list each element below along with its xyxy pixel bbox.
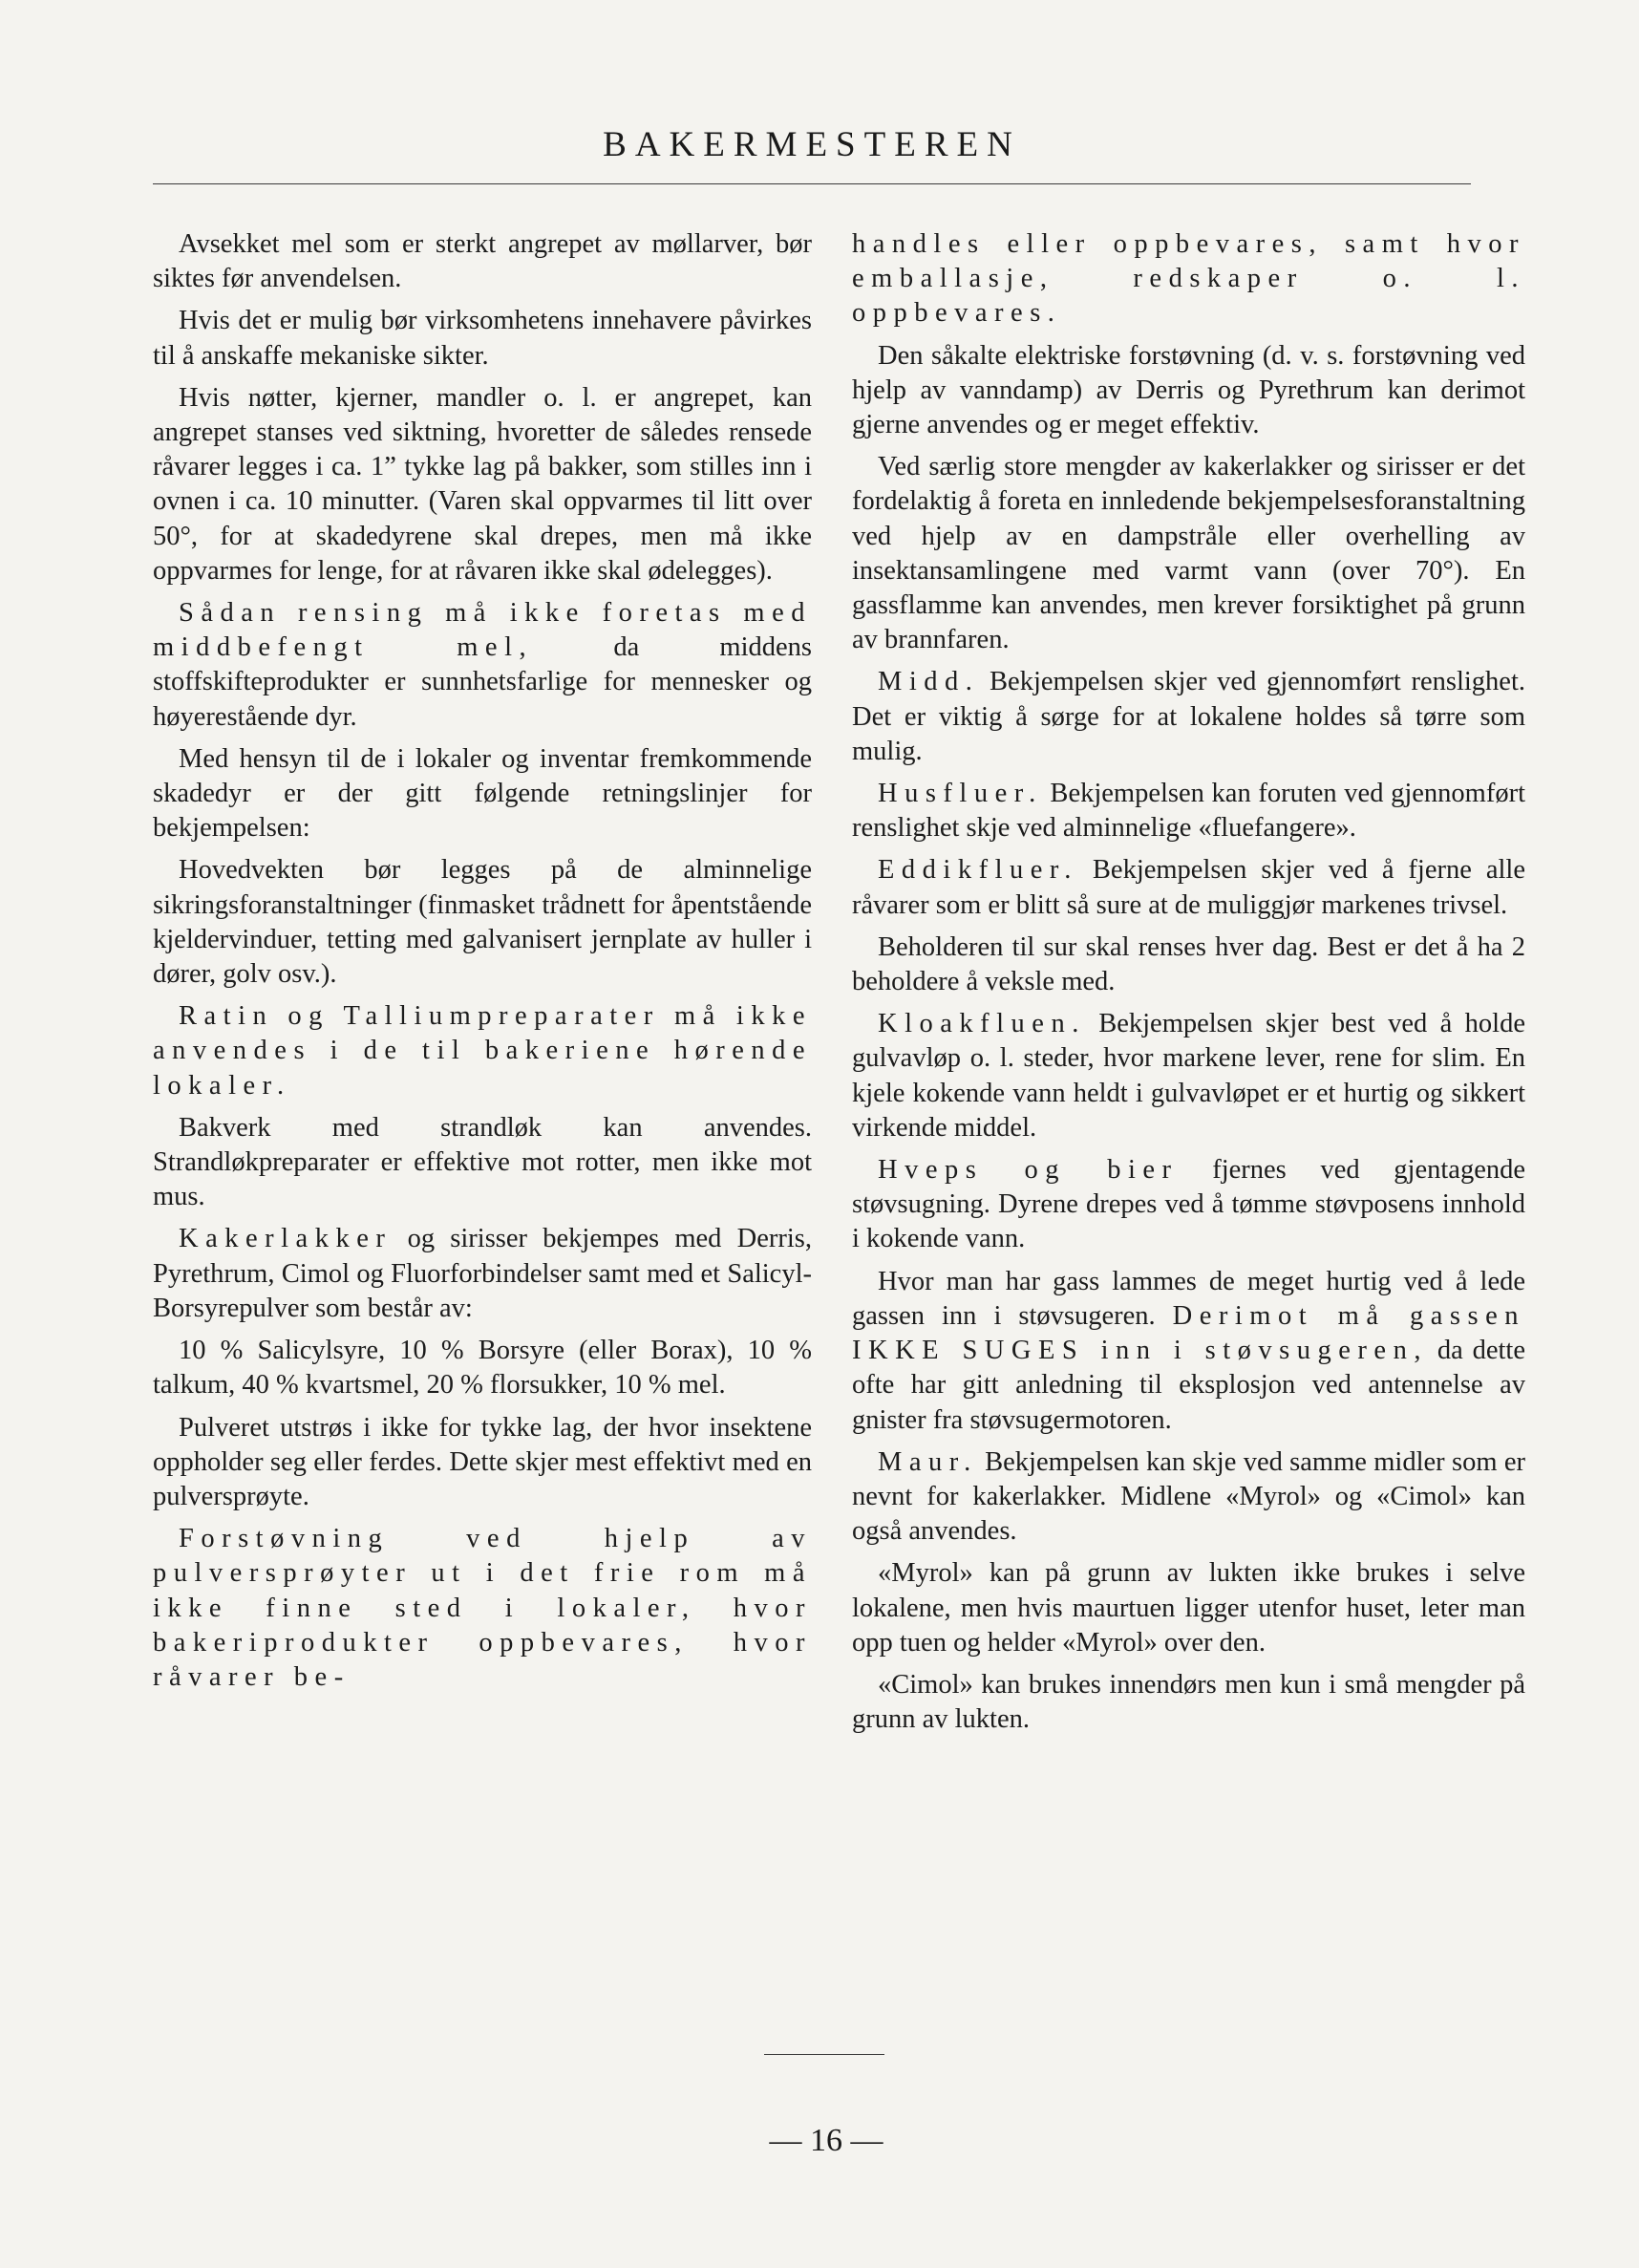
paragraph: Eddikfluer. Bekjempelsen skjer ved å fjerne alle råvarer som er blitt så sure at de muliggjør markenes trivsel. bbox=[852, 855, 1525, 920]
paragraph: Beholderen til sur skal renses hver dag. Best er det å ha 2 beholdere å veksle med. bbox=[852, 931, 1525, 997]
right-column bbox=[852, 227, 1525, 1744]
paragraph: Sådan rensing må ikke foretas med middbefengt mel, da middens stoffskifteprodukter er sunnhetsfarlige for mennesker og høyerestående dyr. bbox=[153, 598, 812, 732]
paragraph: Hvor man har gass lammes de meget hurtig ved å lede gassen inn i støvsugeren. Derimot må gassen IKKE SUGES inn i støvsugeren, da dette ofte har gitt anledning til eksplosjon ved antennelse av gnister fra støvsugermotoren. bbox=[852, 1266, 1525, 1435]
paragraph: «Cimol» kan brukes innendørs men kun i små mengder på grunn av lukten. bbox=[852, 1669, 1525, 1735]
paragraph: 10 % Salicylsyre, 10 % Borsyre (eller Borax), 10 % talkum, 40 % kvartsmel, 20 % florsukker, 10 % mel. bbox=[153, 1336, 812, 1401]
paragraph: Maur. Bekjempelsen kan skje ved samme midler som er nevnt for kakerlakker. Midlene «Myrol» og «Cimol» kan også anvendes. bbox=[852, 1446, 1525, 1547]
paragraph: Ratin og Talliumpreparater må ikke anvendes i de til bakeriene hørende lokaler. bbox=[153, 1001, 812, 1101]
running-header: BAKERMESTEREN bbox=[603, 125, 1021, 164]
paragraph: Ved særlig store mengder av kakerlakker og sirisser er det fordelaktig å foreta en innledende bekjempelsesforanstaltning ved hjelp av en dampstråle eller overhelling av insektansamlingene med varmt vann (over 70°). En gassflamme kan anvendes, men krever forsiktighet på grunn av brannfaren. bbox=[852, 452, 1525, 655]
header-rule bbox=[153, 183, 1471, 184]
footer-rule bbox=[764, 2054, 884, 2055]
paragraph: Husfluer. Bekjempelsen kan foruten ved gjennomført renslighet skje ved alminnelige «fluefangere». bbox=[852, 779, 1525, 844]
paragraph: Med hensyn til de i lokaler og inventar fremkommende skadedyr er der gitt følgende retningslinjer for bekjempelsen: bbox=[153, 743, 812, 844]
left-column bbox=[153, 227, 812, 1702]
paragraph: Pulveret utstrøs i ikke for tykke lag, der hvor insektene oppholder seg eller ferdes. Dette skjer mest effektivt med en pulversprøyte. bbox=[153, 1412, 812, 1511]
paragraph: Bakverk med strandløk kan anvendes. Strandløkpreparater er effektive mot rotter, men ikke mot mus. bbox=[153, 1112, 812, 1212]
paragraph: Hvis det er mulig bør virksomhetens innehavere påvirkes til å anskaffe mekaniske sikter. bbox=[153, 306, 812, 371]
paragraph: Den såkalte elektriske forstøvning (d. v. s. forstøvning ved hjelp av vanndamp) av Derris og Pyrethrum kan derimot gjerne anvendes og er meget effektiv. bbox=[852, 340, 1525, 440]
paragraph: Midd. Bekjempelsen skjer ved gjennomført renslighet. Det er viktig å sørge for at lokalene holdes så tørre som mulig. bbox=[852, 667, 1525, 766]
paragraph: «Myrol» kan på grunn av lukten ikke brukes i selve lokalene, men hvis maurtuen ligger utenfor huset, leter man opp tuen og helder «Myrol» over den. bbox=[852, 1558, 1525, 1658]
paragraph: Hveps og bier fjernes ved gjentagende støvsugning. Dyrene drepes ved å tømme støvposens innhold i kokende vann. bbox=[852, 1155, 1525, 1254]
paragraph: handles eller oppbevares, samt hvor emballasje, redskaper o. l. oppbevares. bbox=[852, 229, 1525, 329]
page-number: — 16 — bbox=[769, 2123, 883, 2158]
paragraph: Hovedvekten bør legges på de alminnelige sikringsforanstaltninger (finmasket trådnett for åpentstående kjeldervinduer, tetting med galvanisert jernplate av huller i dører, golv osv.). bbox=[153, 855, 812, 990]
paragraph: Forstøvning ved hjelp av pulversprøyter ut i det frie rom må ikke finne sted i lokaler, hvor bakeriprodukter oppbevares, hvor råvarer be- bbox=[153, 1524, 812, 1692]
paragraph: Avsekket mel som er sterkt angrepet av møllarver, bør siktes før anvendelsen. bbox=[153, 229, 812, 294]
paragraph: Hvis nøtter, kjerner, mandler o. l. er angrepet, kan angrepet stanses ved siktning, hvoretter de således rensede råvarer legges i ca. 1” tykke lag på bakker, som stilles inn i ovnen i ca. 10 minutter. (Varen skal oppvarmes til litt over 50°, for at skadedyrene skal drepes, men må ikke oppvarmes for lenge, for at råvaren ikke skal ødelegges). bbox=[153, 382, 812, 586]
paragraph: Kakerlakker og sirisser bekjempes med Derris, Pyrethrum, Cimol og Fluorforbindelser samt med et Salicyl-Borsyrepulver som består av: bbox=[153, 1224, 812, 1323]
paragraph: Kloakfluen. Bekjempelsen skjer best ved å holde gulvavløp o. l. steder, hvor markene lever, rene for slim. En kjele kokende vann heldt i gulvavløpet er et hurtig og sikkert virkende middel. bbox=[852, 1009, 1525, 1143]
